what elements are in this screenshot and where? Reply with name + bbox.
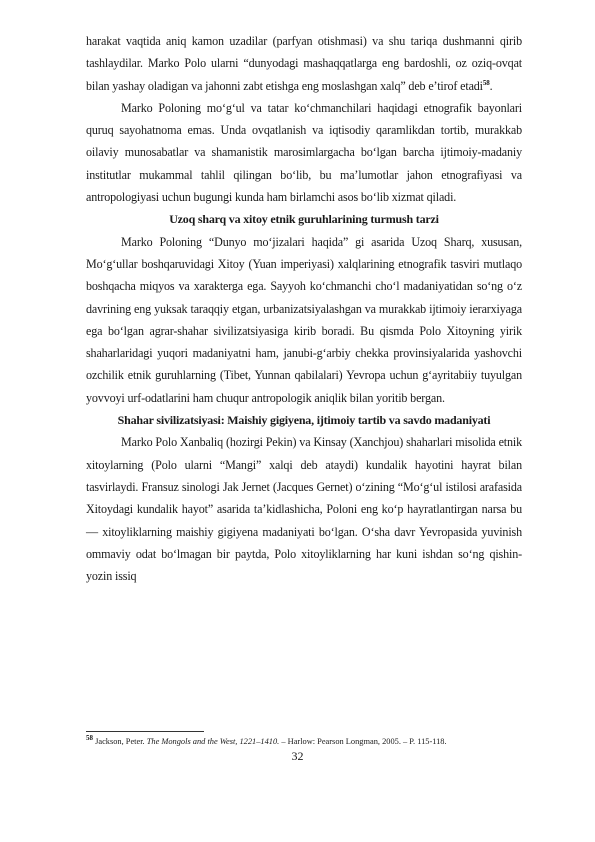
paragraph-1-end: . xyxy=(489,78,493,93)
footnote-number: 58 xyxy=(86,734,93,743)
paragraph-4: Marko Polo Xanbaliq (hozirgi Pekin) va Kinsay (Xanchjou) shaharlari misolida etnik xitoylarning (Polo ularni “Mangi” xalqi deb ataydi) kundalik hayotini hayrat bilan tasvirlaydi. Fransuz sinologi Jak Jernet (Jacques Gernet) o‘zining “Mo‘g‘ul istilosi arafasida Xitoydagi kundalik hayot” asarida ta’kidlashicha, Poloni eng ko‘p hayratlantirgan narsa bu — xitoyliklarning maishiy gigiyena madaniyati bo‘lgan. O‘sha davr Yevropasida yuvinish ommaviy odat bo‘lmagan bir paytda, Polo xitoyliklarning har kuni ishdan so‘ng qishin-yozin issiq xyxy=(86,435,522,584)
footnote xyxy=(86,736,522,747)
paragraph-1 xyxy=(86,30,522,97)
paragraph-3: Marko Poloning “Dunyo mo‘jizalari haqida” gi asarida Uzoq Sharq, xususan, Mo‘g‘ullar boshqaruvidagi Xitoy (Yuan imperiyasi) xalqlarining etnografik tasviri mutlaqo boshqacha miqyos va xarakterga ega. Sayyoh ko‘chmanchi cho‘l madaniyatidan so‘ng o‘z davrining eng yuksak taraqqiy etgan, urbanizatsiyalashgan va murakkab ijtimoiy ierarxiyaga ega bo‘lgan agrar-shahar sivilizatsiyasiga kirib boradi. Bu qismda Polo Xitoyning yirik shaharlaridagi yuqori madaniyatni ham, janubi-g‘arbiy chekka provinsiyalarida yashovchi ozchilik etnik guruhlarning (Tibet, Yunnan qabilalari) Yevropa uchun g‘ayritabiiy tuyulgan yovvoyi urf-odatlarini ham chuqur antropologik aniqlik bilan yoritib bergan. xyxy=(86,234,522,405)
section-heading-1: Uzoq sharq va xitoy etnik guruhlarining turmush tarzi xyxy=(169,212,439,227)
page-number: 32 xyxy=(291,749,304,763)
footnote-author: Jackson, Peter. xyxy=(95,737,145,746)
section-heading-2: Shahar sivilizatsiyasi: Maishiy gigiyena, ijtimoiy tartib va savdo madaniyati xyxy=(117,413,491,428)
footnote-publisher: – Harlow: Pearson Longman, 2005. – P. 115-118. xyxy=(281,737,447,746)
footnote-divider xyxy=(86,731,204,732)
paragraph-2: Marko Poloning mo‘g‘ul va tatar ko‘chmanchilari haqidagi etnografik bayonlari quruq sayohatnoma emas. Unda ovqatlanish va iqtisodiy qaramlikdan tortib, murakkab oilaviy munosabatlar va shamanistik marosimlargacha bo‘lgan barcha ijtimoiy-madaniy institutlar mukammal tahlil qilingan bo‘lib, bu ma’lumotlar jahon etnografiyasi va antropologiyasi uchun bugungi kunda ham birlamchi asos bo‘lib xizmat qiladi. xyxy=(86,100,522,205)
body-text xyxy=(86,30,522,587)
footnote-ref[interactable]: 58 xyxy=(482,78,490,87)
footnote-title: The Mongols and the West, 1221–1410. xyxy=(146,737,280,746)
paragraph-1-text: harakat vaqtida aniq kamon uzadilar (parfyan otishmasi) va shu tariqa dushmanni qirib tashlaydilar. Marko Polo ularni “dunyodagi mashaqqatlarga eng bardoshli, oz oziq-ovqat bilan yashay oladigan va jahonni zabt etishga eng moslashgan xalq” deb e’tirof etadi xyxy=(86,34,522,93)
